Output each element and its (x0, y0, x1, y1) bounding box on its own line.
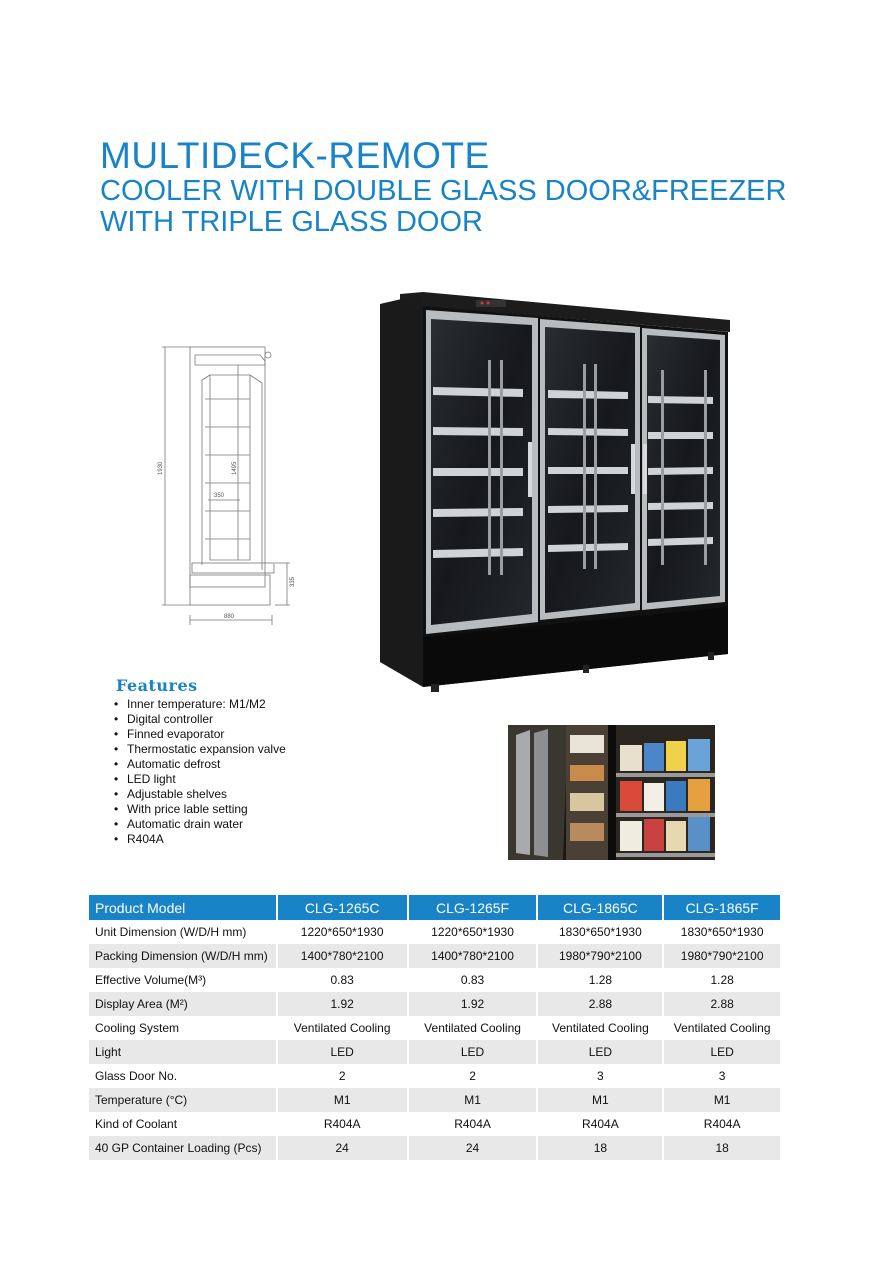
table-row (89, 1064, 780, 1088)
feature-item: • Automatic drain water (114, 817, 286, 832)
table-header-cell: CLG-1265F (409, 895, 539, 920)
table-cell: Display Area (M²) (89, 992, 278, 1016)
table-cell: R404A (538, 1112, 664, 1136)
table-cell: 1220*650*1930 (278, 920, 409, 944)
table-cell: Effective Volume(M³) (89, 968, 278, 992)
feature-item: • Automatic defrost (114, 757, 286, 772)
table-cell: R404A (664, 1112, 780, 1136)
table-cell: 1830*650*1930 (538, 920, 664, 944)
table-cell: LED (664, 1040, 780, 1064)
table-cell: 1400*780*2100 (278, 944, 409, 968)
feature-item: • Inner temperature: M1/M2 (114, 697, 286, 712)
table-cell: LED (409, 1040, 539, 1064)
table-cell: 1220*650*1930 (409, 920, 539, 944)
table-cell: Kind of Coolant (89, 1112, 278, 1136)
table-row (89, 992, 780, 1016)
table-cell: 18 (538, 1136, 664, 1160)
page-title: MULTIDECK-REMOTE (100, 135, 490, 176)
height-dimension-label: 1930 (158, 461, 164, 475)
feature-item: • Adjustable shelves (114, 787, 286, 802)
table-cell: M1 (538, 1088, 664, 1112)
inner-height-label: 1495 (232, 461, 238, 475)
table-cell: LED (538, 1040, 664, 1064)
feature-item: • Finned evaporator (114, 727, 286, 742)
table-cell: 2 (409, 1064, 539, 1088)
table-header-cell: CLG-1865C (538, 895, 664, 920)
table-row (89, 1088, 780, 1112)
table-cell: 1.92 (409, 992, 539, 1016)
table-cell: M1 (409, 1088, 539, 1112)
product-photo-fridge (378, 292, 733, 694)
table-cell: 24 (278, 1136, 409, 1160)
table-header-cell: Product Model (89, 895, 278, 920)
table-header-row (89, 895, 780, 920)
width-dimension-label: 880 (224, 614, 235, 620)
table-row (89, 1112, 780, 1136)
shelf-depth-label: 350 (214, 493, 225, 499)
table-cell: M1 (664, 1088, 780, 1112)
table-cell: 2.88 (664, 992, 780, 1016)
table-cell: 1.28 (664, 968, 780, 992)
table-row (89, 1136, 780, 1160)
page-subtitle: COOLER WITH DOUBLE GLASS DOOR&FREEZER WITH TRIPLE GLASS DOOR (100, 175, 787, 238)
table-cell: 18 (664, 1136, 780, 1160)
feature-item: • Thermostatic expansion valve (114, 742, 286, 757)
table-cell: Glass Door No. (89, 1064, 278, 1088)
side-view-drawing (150, 335, 310, 630)
table-cell: 1980*790*2100 (664, 944, 780, 968)
table-cell: 40 GP Container Loading (Pcs) (89, 1136, 278, 1160)
table-cell: 3 (664, 1064, 780, 1088)
table-header-cell: CLG-1265C (278, 895, 409, 920)
table-cell: 2 (278, 1064, 409, 1088)
table-row (89, 968, 780, 992)
table-cell: Ventilated Cooling (664, 1016, 780, 1040)
table-cell: Unit Dimension (W/D/H mm) (89, 920, 278, 944)
base-height-label: 335 (290, 576, 296, 587)
table-cell: M1 (278, 1088, 409, 1112)
table-cell: Packing Dimension (W/D/H mm) (89, 944, 278, 968)
table-cell: 1980*790*2100 (538, 944, 664, 968)
table-cell: 1.92 (278, 992, 409, 1016)
table-cell: 1400*780*2100 (409, 944, 539, 968)
specification-table (89, 895, 780, 1160)
table-cell: Cooling System (89, 1016, 278, 1040)
table-cell: 3 (538, 1064, 664, 1088)
table-cell: 0.83 (409, 968, 539, 992)
table-row (89, 920, 780, 944)
table-cell: Light (89, 1040, 278, 1064)
table-cell: LED (278, 1040, 409, 1064)
feature-item: • R404A (114, 832, 286, 847)
features-list (114, 697, 286, 847)
table-cell: R404A (409, 1112, 539, 1136)
table-cell: 1830*650*1930 (664, 920, 780, 944)
table-cell: 2.88 (538, 992, 664, 1016)
features-heading: Features (116, 676, 198, 695)
table-header-cell: CLG-1865F (664, 895, 780, 920)
table-cell: 1.28 (538, 968, 664, 992)
feature-item: • With price lable setting (114, 802, 286, 817)
table-cell: 0.83 (278, 968, 409, 992)
table-row (89, 1016, 780, 1040)
table-cell: Ventilated Cooling (538, 1016, 664, 1040)
table-cell: Ventilated Cooling (278, 1016, 409, 1040)
table-row (89, 944, 780, 968)
table-cell: 24 (409, 1136, 539, 1160)
store-display-photo (508, 725, 715, 860)
table-cell: R404A (278, 1112, 409, 1136)
feature-item: • LED light (114, 772, 286, 787)
table-cell: Temperature (°C) (89, 1088, 278, 1112)
table-cell: Ventilated Cooling (409, 1016, 539, 1040)
feature-item: • Digital controller (114, 712, 286, 727)
table-row (89, 1040, 780, 1064)
